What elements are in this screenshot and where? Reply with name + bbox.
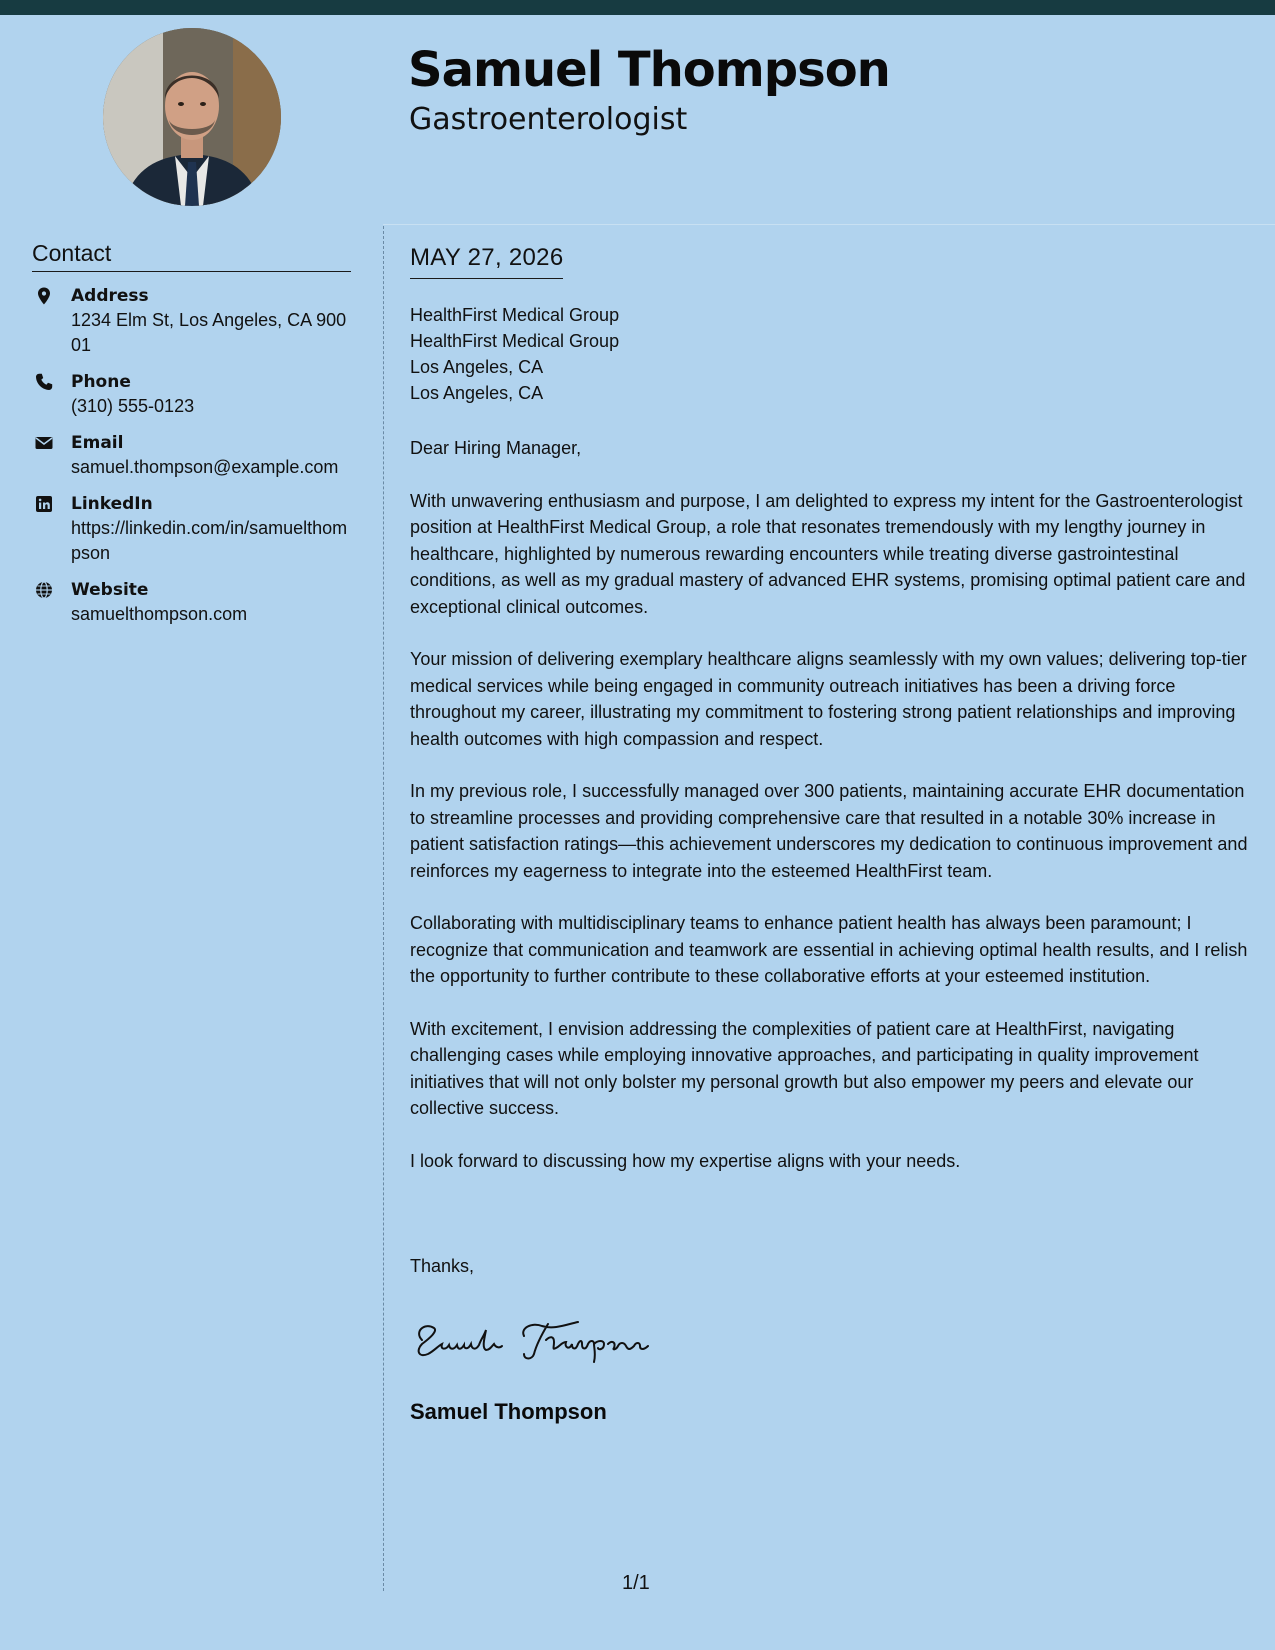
signer-name: Samuel Thompson [410, 1399, 607, 1424]
recipient-line: HealthFirst Medical Group [410, 305, 620, 325]
recipient-line: Los Angeles, CA [410, 383, 544, 403]
closing: Thanks, [410, 1256, 475, 1276]
recipient-block [410, 302, 619, 406]
contact-label: Email [71, 433, 124, 453]
website-value[interactable]: samuelthompson.com [71, 604, 248, 624]
column-divider [383, 226, 384, 1591]
salutation: Dear Hiring Manager, [410, 438, 582, 458]
contact-label: LinkedIn [71, 494, 153, 514]
letter-paragraph: Collaborating with multidisciplinary teams to enhance patient health has always been paramount; I recognize that communication and teamwork are essential in achieving optimal health results, and I relish the opportunity to further contribute to these collaborative efforts at your esteemed institution. [410, 913, 1248, 986]
contact-item-linkedin [32, 492, 352, 566]
top-accent-bar [0, 0, 1275, 15]
contact-heading: Contact [32, 240, 351, 272]
contact-item-phone [32, 370, 352, 419]
page-number: 1/1 [622, 1572, 650, 1594]
contact-item-email [32, 431, 352, 480]
profile-photo [103, 28, 281, 206]
letter-date: MAY 27, 2026 [410, 244, 563, 279]
letter-paragraph: With unwavering enthusiasm and purpose, I am delighted to express my intent for the Gastroenterologist position at HealthFirst Medical Group, a role that resonates tremendously with my lengthy journey in healthcare, highlighted by numerous rewarding encounters while treating diverse gastrointestinal conditions, as well as my gradual mastery of advanced EHR systems, promising optimal patient care and exceptional clinical outcomes. [410, 490, 1246, 617]
letter-paragraph: With excitement, I envision addressing the complexities of patient care at HealthFirst, navigating challenging cases while employing innovative approaches, and participating in quality improvement initiatives that will not only bolster my personal growth but also empower my peers and elevate our collective success. [410, 1018, 1199, 1118]
contact-label: Website [71, 580, 149, 600]
contact-label: Phone [71, 372, 131, 392]
letter-body [410, 435, 1255, 1200]
phone-value: (310) 555-0123 [71, 396, 195, 416]
globe-icon [34, 580, 54, 600]
location-pin-icon [34, 286, 54, 306]
phone-icon [34, 372, 54, 392]
applicant-title: Gastroenterologist [409, 102, 688, 137]
header-divider [383, 224, 1275, 225]
contact-list [32, 284, 352, 639]
linkedin-icon [34, 494, 54, 514]
handwritten-signature [408, 1310, 678, 1370]
letter-paragraph: Your mission of delivering exemplary healthcare aligns seamlessly with my own values; delivering top-tier medical services while being engaged in community outreach initiatives has been a driving force throughout my career, illustrating my commitment to fostering strong patient relationships and improving health outcomes with high compassion and respect. [410, 649, 1247, 749]
contact-item-address [32, 284, 352, 358]
recipient-line: HealthFirst Medical Group [410, 331, 620, 351]
contact-label: Address [71, 286, 149, 306]
letter-paragraph: In my previous role, I successfully managed over 300 patients, maintaining accurate EHR documentation to streamline processes and providing comprehensive care that resulted in a notable 30% increase in patient satisfaction ratings—this achievement underscores my dedication to continuous improvement and reinforces my eagerness to integrate into the esteemed HealthFirst team. [410, 781, 1248, 881]
letter-paragraph: I look forward to discussing how my expertise aligns with your needs. [410, 1150, 961, 1171]
email-icon [34, 433, 54, 453]
linkedin-value[interactable]: https://linkedin.com/in/samuelthompson [71, 518, 348, 563]
applicant-name: Samuel Thompson [408, 42, 890, 98]
email-value[interactable]: samuel.thompson@example.com [71, 457, 339, 477]
address-value: 1234 Elm St, Los Angeles, CA 90001 [71, 310, 347, 355]
contact-item-website [32, 578, 352, 627]
recipient-line: Los Angeles, CA [410, 357, 544, 377]
